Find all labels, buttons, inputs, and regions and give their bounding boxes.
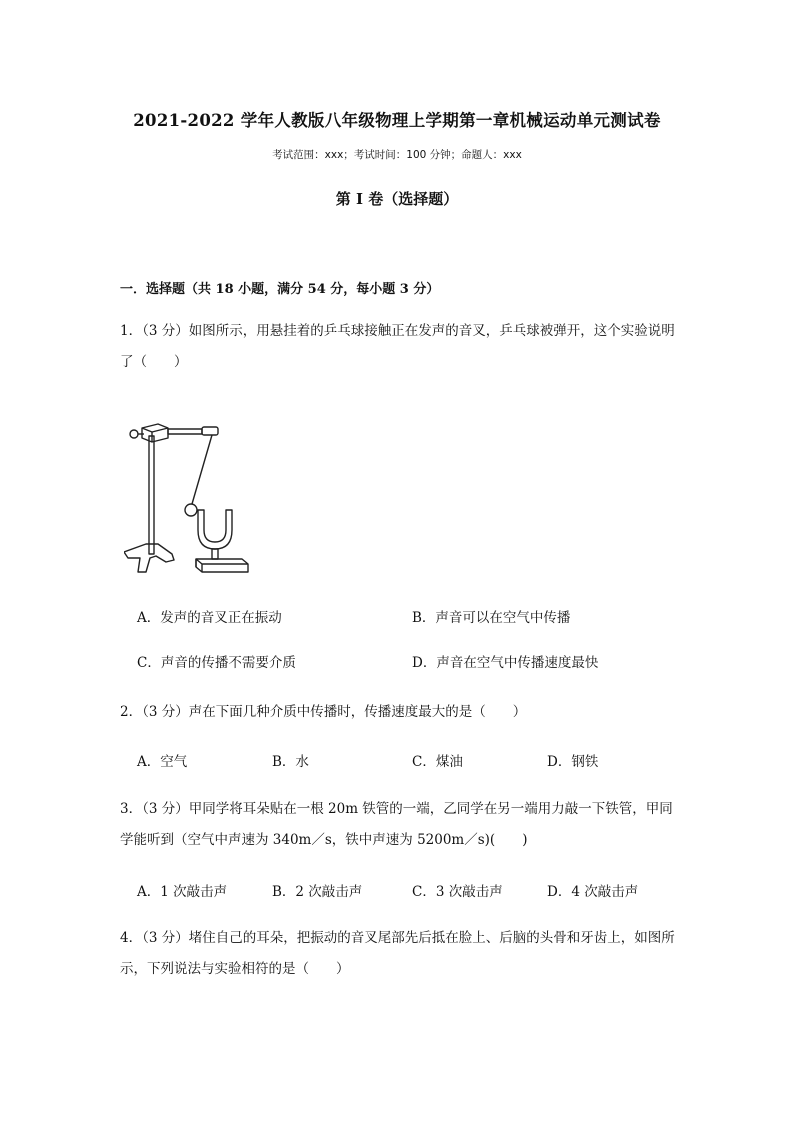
question-2-option-d: D．钢铁 — [547, 754, 599, 770]
question-2-option-c: C．煤油 — [412, 754, 463, 770]
section-heading: 一．选择题（共 18 小题，满分 54 分，每小题 3 分） — [120, 282, 440, 297]
question-2-stem: 2．（3 分）声在下面几种介质中传播时，传播速度最大的是（ ） — [120, 704, 527, 720]
tuning-fork-apparatus-icon — [124, 418, 254, 574]
question-3-stem: 3．（3 分）甲同学将耳朵贴在一根 20m 铁管的一端，乙同学在另一端用力敲一下铁管，甲同学能听到（空气中声速为 340m／s，铁中声速为 5200m／s)( ) — [120, 801, 673, 848]
question-4-stem: 4．（3 分）堵住自己的耳朵，把振动的音叉尾部先后抵在脸上、后脑的头骨和牙齿上，如图所示，下列说法与实验相符的是（ ） — [120, 930, 675, 977]
question-3-option-b: B．2 次敲击声 — [272, 884, 363, 900]
question-1-option-a: A．发声的音叉正在振动 — [137, 610, 282, 626]
question-3-option-a: A．1 次敲击声 — [137, 884, 228, 900]
question-1-option-b: B．声音可以在空气中传播 — [412, 610, 571, 626]
question-1-option-c: C．声音的传播不需要介质 — [137, 655, 296, 671]
tuning-fork-figure — [124, 418, 254, 578]
question-3-option-c: C．3 次敲击声 — [412, 884, 503, 900]
exam-meta: 考试范围：xxx；考试时间：100 分钟；命题人：xxx — [272, 149, 522, 161]
exam-title: 2021-2022 学年人教版八年级物理上学期第一章机械运动单元测试卷 — [133, 111, 661, 130]
question-2-option-a: A．空气 — [137, 754, 188, 770]
part-heading: 第 I 卷（选择题） — [335, 190, 459, 208]
question-1-stem: 1．（3 分）如图所示，用悬挂着的乒乓球接触正在发声的音叉，乒乓球被弹开，这个实验说明了（ ） — [120, 323, 675, 370]
question-1-option-d: D．声音在空气中传播速度最快 — [412, 655, 599, 671]
question-2-option-b: B．水 — [272, 754, 309, 770]
question-3-option-d: D．4 次敲击声 — [547, 884, 639, 900]
